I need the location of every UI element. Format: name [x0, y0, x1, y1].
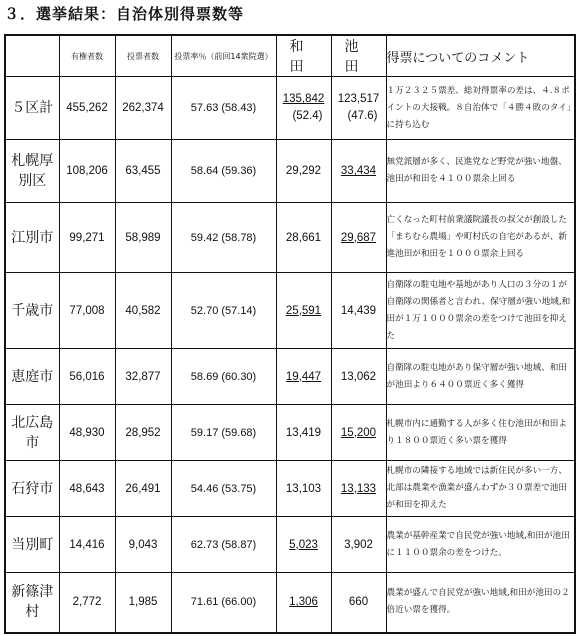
comment-cell: １万２３２５票差、総対得票率の差は、４.８ポイントの大接戦。８自治体で「４勝４敗のタイ」に持ち込む — [386, 77, 575, 140]
votes-cell: 58,989 — [115, 203, 171, 273]
results-table — [4, 34, 576, 634]
table-row — [5, 573, 575, 633]
wada-votes: 135,842 — [282, 93, 325, 105]
votes-cell: 63,455 — [115, 140, 171, 203]
header-votes: 投票者数 — [115, 35, 171, 77]
turnout-cell: 58.64 (59.36) — [171, 140, 276, 203]
comment-cell: 無党派層が多く、民進党など野党が強い地盤、池田が和田を４１００票余上回る — [386, 140, 575, 203]
header-voters: 有権者数 — [59, 35, 115, 77]
votes-cell: 262,374 — [115, 77, 171, 140]
comment-cell: 亡くなった町村前衆議院議長の叔父が創設した「まちむら農場」や町村氏の自宅があるが、新進池田が和田を１０００票余上回る — [386, 203, 575, 273]
area-name: 当別町 — [5, 517, 59, 573]
voters-cell: 48,643 — [59, 461, 115, 517]
wada-cell: 29,292 — [276, 140, 331, 203]
comment-cell: 札幌市の隣接する地域では新住民が多い一方、北部は農業や漁業が盛んわずか３０票差で池田が和田を抑えた — [386, 461, 575, 517]
wada-pct: (52.4) — [292, 110, 323, 122]
turnout-cell: 52.70 (57.14) — [171, 273, 276, 349]
table-row — [5, 405, 575, 461]
voters-cell: 108,206 — [59, 140, 115, 203]
area-name: 恵庭市 — [5, 349, 59, 405]
header-area — [5, 35, 59, 77]
area-name: 札幌厚別区 — [5, 140, 59, 203]
voters-cell: 77,008 — [59, 273, 115, 349]
wada-cell: 28,661 — [276, 203, 331, 273]
voters-cell: 48,930 — [59, 405, 115, 461]
wada-cell: 1,306 — [276, 573, 331, 633]
table-row — [5, 517, 575, 573]
wada-cell: 13,103 — [276, 461, 331, 517]
voters-cell: 56,016 — [59, 349, 115, 405]
header-row — [5, 35, 575, 77]
comment-cell: 自衛隊の駐屯地があり保守層が強い地域、和田が池田より６４００票近く多く獲得 — [386, 349, 575, 405]
ikeda-cell: 33,434 — [331, 140, 386, 203]
table-row — [5, 203, 575, 273]
ikeda-cell: 660 — [331, 573, 386, 633]
area-name: ５区計 — [5, 77, 59, 140]
area-name: 新篠津村 — [5, 573, 59, 633]
ikeda-cell: 29,687 — [331, 203, 386, 273]
header-ikeda: 池 田 — [331, 35, 386, 77]
comment-cell: 自衛隊の駐屯地や基地があり人口の３分の１が自衛隊の関係者と言われ、保守層が強い地域,和田が１万１０００票余の差をつけて池田を抑えた — [386, 273, 575, 349]
voters-cell: 14,416 — [59, 517, 115, 573]
wada-cell: 19,447 — [276, 349, 331, 405]
table-row — [5, 461, 575, 517]
ikeda-votes: 123,517 — [337, 93, 380, 105]
turnout-cell: 57.63 (58.43) — [171, 77, 276, 140]
turnout-cell: 59.42 (58.78) — [171, 203, 276, 273]
wada-cell: 5,023 — [276, 517, 331, 573]
wada-cell: 25,591 — [276, 273, 331, 349]
voters-cell: 455,262 — [59, 77, 115, 140]
area-name: 江別市 — [5, 203, 59, 273]
votes-cell: 32,877 — [115, 349, 171, 405]
ikeda-cell: 13,133 — [331, 461, 386, 517]
votes-cell: 1,985 — [115, 573, 171, 633]
turnout-cell: 58.69 (60.30) — [171, 349, 276, 405]
comment-cell: 札幌市内に通勤する人が多く住む池田が和田より１８００票近く多い票を獲得 — [386, 405, 575, 461]
turnout-cell: 71.61 (66.00) — [171, 573, 276, 633]
area-name: 北広島市 — [5, 405, 59, 461]
table-row — [5, 77, 575, 140]
ikeda-cell: 13,062 — [331, 349, 386, 405]
header-wada: 和 田 — [276, 35, 331, 77]
votes-cell: 28,952 — [115, 405, 171, 461]
votes-cell: 26,491 — [115, 461, 171, 517]
ikeda-cell: 15,200 — [331, 405, 386, 461]
turnout-cell: 59.17 (59.68) — [171, 405, 276, 461]
section-title: ３．選挙結果：自治体別得票数等 — [4, 5, 245, 23]
ikeda-cell: 3,902 — [331, 517, 386, 573]
header-comment: 得票についてのコメント — [386, 35, 575, 77]
ikeda-pct: (47.6) — [347, 110, 378, 122]
area-name: 石狩市 — [5, 461, 59, 517]
voters-cell: 2,772 — [59, 573, 115, 633]
ikeda-cell — [331, 77, 386, 140]
votes-cell: 9,043 — [115, 517, 171, 573]
wada-cell: 13,419 — [276, 405, 331, 461]
header-turnout: 投票率％（前回14衆院選） — [171, 35, 276, 77]
area-name: 千歳市 — [5, 273, 59, 349]
table-row — [5, 273, 575, 349]
ikeda-cell: 14,439 — [331, 273, 386, 349]
table-row — [5, 140, 575, 203]
wada-cell — [276, 77, 331, 140]
voters-cell: 99,271 — [59, 203, 115, 273]
comment-cell: 農業が基幹産業で自民党が強い地域,和田が池田に１１００票余の差をつけた。 — [386, 517, 575, 573]
turnout-cell: 62.73 (58.87) — [171, 517, 276, 573]
comment-cell: 農業が盛んで自民党が強い地域,和田が池田の２倍近い票を獲得。 — [386, 573, 575, 633]
votes-cell: 40,582 — [115, 273, 171, 349]
table-row — [5, 349, 575, 405]
turnout-cell: 54.46 (53.75) — [171, 461, 276, 517]
